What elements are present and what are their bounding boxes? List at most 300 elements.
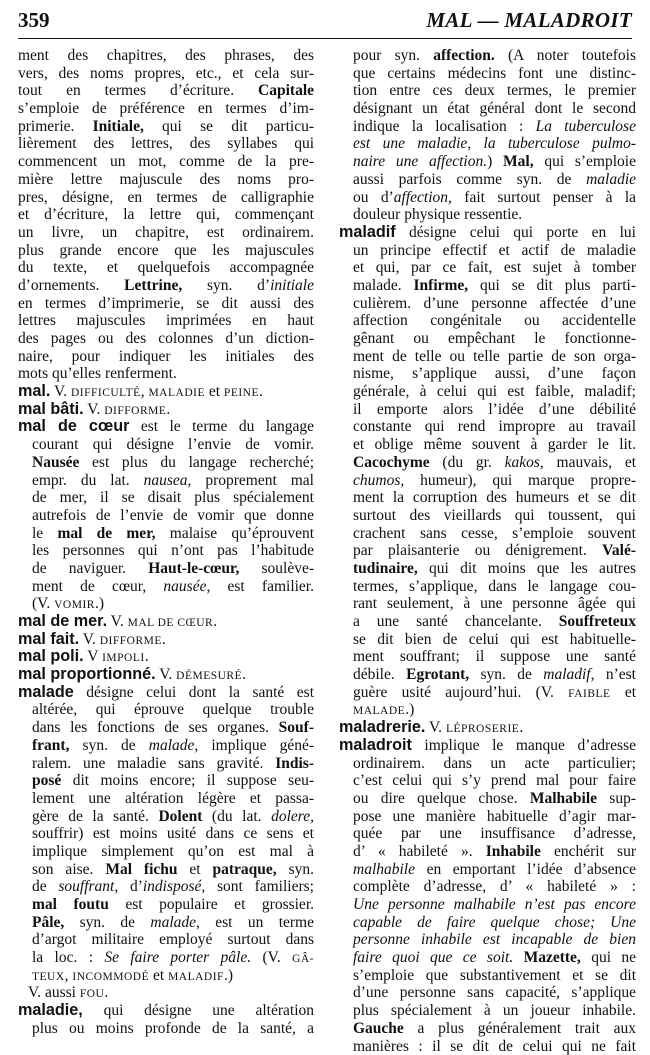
text-line	[18, 790, 314, 808]
text-run: humeur), qui marque propre-	[404, 472, 636, 489]
italic-text: affection,	[394, 189, 452, 206]
text-run: (V.	[32, 595, 54, 612]
text-run: son aise.	[32, 861, 105, 878]
text-line	[339, 418, 636, 436]
text-run: syn. d’	[182, 277, 270, 294]
text-line	[18, 472, 314, 490]
text-run: pres, désigne, en termes de calligraphie	[18, 189, 314, 206]
text-run: a une santé chancelante.	[353, 613, 559, 630]
text-run: syn. de	[469, 666, 543, 683]
text-run: c’est celui qui s’y prend mal pour faire	[353, 772, 636, 789]
text-line	[339, 118, 636, 136]
text-run: rant seulement, à une personne âgée qui	[353, 595, 636, 612]
text-line	[18, 507, 314, 525]
text-run: qui désigne une altération	[83, 1002, 314, 1019]
italic-text: maladif,	[543, 666, 594, 683]
text-run: syn. de	[64, 914, 150, 931]
text-line	[18, 666, 314, 684]
text-line	[18, 931, 314, 949]
text-run: lièrement des lettres, des syllabes qui	[18, 135, 314, 152]
text-run: s’emploie que substantivement et se dit	[353, 967, 636, 984]
text-run: qui dit moins que les autres	[418, 560, 636, 577]
text-run: et	[205, 383, 224, 400]
cross-reference: TEUX	[32, 971, 65, 983]
text-run: nisme, s’applique aussi, d’une façon	[353, 365, 636, 382]
text-run: soulève-	[239, 560, 314, 577]
text-run: ment la corruption des humeurs et se dit	[353, 489, 636, 506]
italic-text: faire quoi que ce soit.	[353, 949, 513, 966]
text-line	[18, 896, 314, 914]
text-run: aussi parfois comme syn. de	[353, 171, 586, 188]
cross-reference: FAIBLE	[568, 688, 610, 700]
entry-headword: maladie,	[18, 1002, 83, 1019]
synonym-term: Cacochyme	[353, 454, 430, 471]
text-run: enchérit sur	[541, 843, 636, 860]
synonym-term: Egrotant,	[406, 666, 469, 683]
text-run: .	[166, 401, 170, 418]
synonym-term: tudinaire,	[353, 560, 418, 577]
synonym-term: Mal fichu	[105, 861, 177, 878]
text-line	[339, 861, 636, 879]
right-column	[339, 47, 636, 1055]
cross-reference: IMPOLI	[102, 652, 145, 664]
text-run: a plus généralement trait aux	[404, 1020, 636, 1037]
text-line	[18, 82, 314, 100]
text-run: vers, des noms propres, etc., et cela sur-	[18, 65, 314, 82]
text-line	[18, 843, 314, 861]
text-line	[18, 454, 314, 472]
text-run: malade.	[353, 277, 414, 294]
text-run: de	[32, 878, 58, 895]
text-run: gère de la santé.	[32, 808, 158, 825]
text-line	[339, 189, 636, 207]
text-line	[339, 489, 636, 507]
synonym-term: Mazette,	[524, 949, 581, 966]
text-run: complète d’adresse, d’ « habileté » :	[353, 878, 636, 895]
synonym-term: frant,	[32, 737, 69, 754]
text-run: n’est	[595, 666, 637, 683]
text-run: et	[178, 861, 213, 878]
text-line	[18, 100, 314, 118]
text-line	[18, 242, 314, 260]
text-run: la loc. :	[32, 949, 104, 966]
left-column	[18, 47, 314, 1038]
text-run: ralem. une maladie sans gravité.	[32, 755, 275, 772]
text-line	[339, 666, 636, 684]
text-run: .)	[405, 701, 414, 718]
italic-text: souffrant,	[58, 878, 118, 895]
synonym-term: affection.	[433, 47, 495, 64]
text-line	[18, 171, 314, 189]
text-line	[18, 648, 314, 666]
italic-text: maladie	[586, 171, 636, 188]
text-line	[18, 684, 314, 702]
text-run: indique la localisation :	[353, 118, 536, 135]
text-run: V.	[156, 666, 177, 683]
text-run: un principe effectif et actif de maladie	[353, 242, 636, 259]
entry-headword: mal.	[18, 383, 50, 400]
cross-reference: MALADIE	[148, 387, 205, 399]
text-line	[339, 472, 636, 490]
text-run: sup-	[597, 790, 636, 807]
text-line	[18, 631, 314, 649]
text-run: qui s’emploie	[534, 153, 636, 170]
text-run: V. aussi	[28, 984, 80, 1001]
text-line	[18, 772, 314, 790]
text-line	[339, 436, 636, 454]
text-run: par plaisanterie ou dénigrement.	[353, 542, 602, 559]
text-line	[339, 578, 636, 596]
italic-text: personne inhabile est incapable de bien	[353, 931, 636, 948]
text-line	[18, 1002, 314, 1020]
text-line	[18, 259, 314, 277]
text-run: implique le manque d’adresse	[412, 737, 636, 754]
text-run: est populaire et grossier.	[109, 896, 314, 913]
text-line	[339, 542, 636, 560]
text-line	[339, 65, 636, 83]
text-line	[18, 808, 314, 826]
synonym-term: Malhabile	[530, 790, 597, 807]
synonym-term: Mal,	[503, 153, 534, 170]
entry-headword: mal de mer.	[18, 613, 107, 630]
text-run: ,	[141, 383, 149, 400]
text-line	[18, 578, 314, 596]
text-line	[339, 47, 636, 65]
text-run: ment de telle ou telle partie de son orga-	[353, 348, 636, 365]
text-run: générale, à celui qui est faible, maladif;	[353, 383, 636, 400]
text-run: V.	[50, 383, 71, 400]
text-run: du texte, et quelquefois accompagnée	[18, 259, 314, 276]
text-run: .	[213, 613, 217, 630]
text-run: mots qu’elles renferment.	[18, 365, 177, 382]
text-run: autrefois de l’envie de vomir que donne	[32, 507, 314, 524]
text-run: de naviguer.	[32, 560, 148, 577]
text-run: constante qui rend impropre au travail	[353, 418, 636, 435]
text-line	[339, 383, 636, 401]
text-line	[339, 648, 636, 666]
text-run: pour syn.	[353, 47, 433, 64]
entry-headword: mal proportionné.	[18, 666, 156, 683]
text-line	[18, 949, 314, 967]
italic-text: indisposé,	[143, 878, 205, 895]
text-run: mauvais, et	[544, 454, 636, 471]
text-run: .	[162, 631, 166, 648]
text-line	[339, 401, 636, 419]
text-line	[339, 896, 636, 914]
text-run: d’ornements.	[18, 277, 124, 294]
text-run: plus spécialement à un joueur inhabile.	[353, 1002, 636, 1019]
text-run: V	[84, 648, 102, 665]
page-header	[18, 8, 632, 39]
text-run: )	[487, 153, 503, 170]
entry-headword: mal bâti.	[18, 401, 84, 418]
text-line	[18, 560, 314, 578]
text-run: se dit bien de celui qui est habituelle-	[353, 631, 636, 648]
text-line	[18, 383, 314, 401]
cross-reference: GÂ-	[292, 953, 314, 965]
text-line	[339, 613, 636, 631]
italic-text: naire une affection.	[353, 153, 487, 170]
text-line	[18, 365, 314, 383]
text-line	[339, 701, 636, 719]
text-run: naire, pour indiquer les initiales des	[18, 348, 314, 365]
italic-text: Se faire porter pâle.	[104, 949, 251, 966]
text-line	[18, 189, 314, 207]
text-run: d’une personne sans capacité, s’applique	[353, 984, 636, 1001]
text-line	[18, 737, 314, 755]
text-line	[18, 489, 314, 507]
text-run: un livre, un chapitre, est ordinairem.	[18, 224, 314, 241]
text-run: et oblige même souvent à garder le lit.	[353, 436, 636, 453]
text-run: surtout des vieillards qui toussent, qui	[353, 507, 636, 524]
text-run: et	[149, 967, 168, 984]
text-run: qui se dit plus parti-	[468, 277, 636, 294]
text-run: guère usité aujourd’hui. (V.	[353, 684, 568, 701]
text-run: (A noter toutefois	[495, 47, 636, 64]
text-line	[18, 701, 314, 719]
text-run: empr. du lat.	[32, 472, 144, 489]
text-line	[339, 914, 636, 932]
cross-reference: INCOMMODÉ	[72, 971, 149, 983]
text-run: ment des chapitres, des phrases, des	[18, 47, 314, 64]
text-line	[18, 984, 314, 1002]
entry-headword: maladif	[339, 224, 396, 241]
text-line	[18, 613, 314, 631]
text-line	[18, 825, 314, 843]
synonym-term: Gauche	[353, 1020, 404, 1037]
text-run: en termes d’imprimerie, se dit aussi des	[18, 295, 314, 312]
text-run: débile.	[353, 666, 406, 683]
text-run: courant qui désigne l’envie de vomir.	[32, 436, 314, 453]
text-line	[339, 1038, 636, 1055]
text-line	[18, 312, 314, 330]
text-line	[18, 135, 314, 153]
text-run: en emportant l’idée d’absence	[415, 861, 636, 878]
text-run: (du gr.	[430, 454, 505, 471]
text-line	[18, 401, 314, 419]
text-line	[339, 525, 636, 543]
italic-text: chumos,	[353, 472, 404, 489]
cross-reference: DIFFORME	[104, 405, 166, 417]
text-run: crachent sans cesse, s’emploie souvent	[353, 525, 636, 542]
synonym-term: Inhabile	[486, 843, 541, 860]
italic-text: nausée,	[163, 578, 210, 595]
text-run: dans les fonctions de ses organes.	[32, 719, 279, 736]
text-line	[339, 631, 636, 649]
text-run: manières : il se dit de celui qui ne fait	[353, 1038, 636, 1055]
italic-text: est une maladie, la tuberculose pulmo-	[353, 135, 636, 152]
text-run: commencent un mot, comme de la pre-	[18, 153, 314, 170]
text-run: quée par une insuffisance d’adresse,	[353, 825, 636, 842]
text-line	[18, 418, 314, 436]
synonym-term: Souffreteux	[559, 613, 636, 630]
synonym-term: mal foutu	[32, 896, 109, 913]
text-run: que certains médecins font une distinc-	[353, 65, 636, 82]
text-line	[18, 65, 314, 83]
text-run: le	[32, 525, 57, 542]
entry-headword: mal poli.	[18, 648, 84, 665]
text-line	[18, 436, 314, 454]
text-line	[339, 1002, 636, 1020]
text-run: sont familiers;	[205, 878, 314, 895]
entry-headword: malade	[18, 684, 74, 701]
text-run: il emporte alors l’idée d’une débilité	[353, 401, 636, 418]
text-run: affection congénitale ou accidentelle	[353, 312, 636, 329]
text-line	[339, 595, 636, 613]
text-line	[18, 224, 314, 242]
italic-text: malhabile	[353, 861, 415, 878]
synonym-term: Valé-	[602, 542, 636, 559]
text-line	[339, 277, 636, 295]
text-line	[18, 595, 314, 613]
text-line	[18, 719, 314, 737]
synonym-term: mal de mer,	[57, 525, 155, 542]
cross-reference: DIFFICULTÉ	[71, 387, 141, 399]
text-run: est le terme du langage	[129, 418, 314, 435]
text-run: (du lat.	[202, 808, 271, 825]
text-line	[339, 931, 636, 949]
cross-reference: MAL DE CŒUR	[128, 617, 214, 629]
text-run: et qui, par ce fait, est sujet à tomber	[353, 259, 636, 276]
text-line	[339, 967, 636, 985]
text-line	[18, 755, 314, 773]
synonym-term: Infirme,	[414, 277, 469, 294]
text-run: gênant ou empêchant le fonctionne-	[353, 330, 636, 347]
text-run: fait surtout penser à la	[452, 189, 636, 206]
text-run: et d’écriture, la lettre qui, commençant	[18, 206, 314, 223]
text-run: est un terme	[200, 914, 314, 931]
text-line	[18, 330, 314, 348]
text-run: .	[519, 719, 523, 736]
text-line	[339, 171, 636, 189]
text-run: syn.	[277, 861, 314, 878]
synonym-term: Dolent	[158, 808, 202, 825]
text-line	[18, 118, 314, 136]
text-run: .)	[224, 967, 233, 984]
entry-headword: mal fait.	[18, 631, 79, 648]
text-line	[339, 82, 636, 100]
cross-reference: DIFFORME	[100, 635, 162, 647]
text-run: désigne celui dont la santé est	[74, 684, 314, 701]
text-line	[18, 206, 314, 224]
text-run: .)	[95, 595, 104, 612]
text-line	[339, 755, 636, 773]
text-run: lement une altération légère et passa-	[32, 790, 314, 807]
text-line	[339, 100, 636, 118]
text-line	[339, 295, 636, 313]
cross-reference: FOU	[80, 988, 105, 1000]
text-run: ,	[65, 967, 73, 984]
text-line	[339, 737, 636, 755]
text-line	[339, 560, 636, 578]
text-line	[18, 967, 314, 985]
text-line	[339, 135, 636, 153]
text-line	[339, 206, 636, 224]
synonym-term: Nausée	[32, 454, 79, 471]
entry-headword: maladrerie.	[339, 719, 425, 736]
text-run: de mer, il se disait plus spécialement	[32, 489, 314, 506]
text-run: est familier.	[210, 578, 314, 595]
synonym-term: patraque,	[213, 861, 277, 878]
text-run: et	[611, 684, 636, 701]
text-run: proprement mal	[191, 472, 314, 489]
italic-text: dolere,	[271, 808, 314, 825]
text-run: ou dire quelque chose.	[353, 790, 530, 807]
italic-text: kakos,	[505, 454, 544, 471]
italic-text: La tuberculose	[536, 118, 636, 135]
text-run: implique simplement qu’on est mal à	[32, 843, 314, 860]
text-line	[339, 878, 636, 896]
text-run: altérée, qui éprouve quelque trouble	[32, 701, 314, 718]
text-line	[18, 542, 314, 560]
text-run: plus grande encore que les majuscules	[18, 242, 314, 259]
text-run: tion entre ces deux termes, le premier	[353, 82, 636, 99]
synonym-term: Lettrine,	[124, 277, 182, 294]
text-line	[339, 242, 636, 260]
text-run: douleur physique ressentie.	[353, 206, 522, 223]
cross-reference: MALADE	[353, 705, 405, 717]
text-run: (V.	[251, 949, 292, 966]
text-line	[18, 1020, 314, 1038]
text-run: syn. de	[69, 737, 148, 754]
text-run: .	[242, 666, 246, 683]
italic-text: Une personne malhabile n’est pas encore	[353, 896, 636, 913]
text-run: les personnes qui n’ont pas l’habitude	[32, 542, 314, 559]
running-head: MAL — MALADROIT	[426, 8, 632, 33]
text-run: souffrir) est moins usité dans ce sens et	[32, 825, 314, 842]
text-run: .	[104, 984, 108, 1001]
text-line	[339, 684, 636, 702]
text-line	[339, 348, 636, 366]
synonym-term: Initiale,	[93, 118, 144, 135]
text-line	[18, 914, 314, 932]
text-line	[339, 153, 636, 171]
cross-reference: PEINE	[224, 387, 259, 399]
text-run: désigne celui qui porte en lui	[396, 224, 636, 241]
italic-text: malade,	[150, 914, 200, 931]
text-run: lettres majuscules imprimées en haut	[18, 312, 314, 329]
italic-text: malade,	[149, 737, 199, 754]
cross-reference: VOMIR	[54, 599, 95, 611]
text-run: ordinairem. dans un acte particulier;	[353, 755, 636, 772]
text-line	[18, 153, 314, 171]
italic-text: initiale	[270, 277, 314, 294]
text-line	[18, 348, 314, 366]
text-line	[339, 454, 636, 472]
text-line	[339, 825, 636, 843]
text-line	[18, 861, 314, 879]
synonym-term: Haut-le-cœur,	[148, 560, 239, 577]
text-line	[339, 365, 636, 383]
text-run: termes, s’applique, dans le langage cou-	[353, 578, 636, 595]
text-line	[339, 719, 636, 737]
italic-text: nausea,	[144, 472, 192, 489]
text-run: d’ « habileté ».	[353, 843, 486, 860]
cross-reference: DÉMESURÉ	[176, 670, 242, 682]
text-run: qui se dit particu-	[144, 118, 314, 135]
synonym-term: Indis-	[275, 755, 314, 772]
text-line	[339, 790, 636, 808]
text-line	[18, 878, 314, 896]
text-line	[339, 312, 636, 330]
text-run: plus ou moins profonde de la santé, a	[32, 1020, 314, 1037]
text-run: mière lettre majuscule des noms pro-	[18, 171, 314, 188]
text-run: ment de cœur,	[32, 578, 163, 595]
text-line	[339, 984, 636, 1002]
text-run	[513, 949, 523, 966]
text-line	[339, 949, 636, 967]
text-run: d’argot militaire employé surtout dans	[32, 931, 314, 948]
